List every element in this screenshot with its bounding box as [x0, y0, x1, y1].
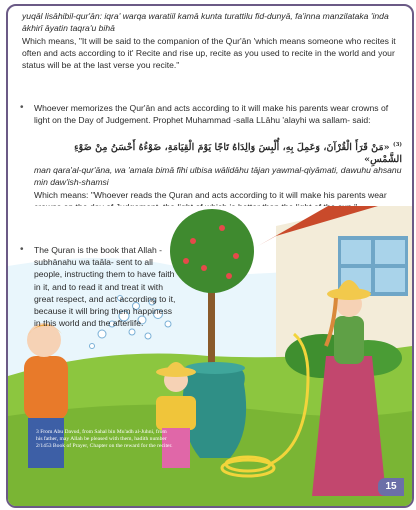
- page-number: 15: [378, 478, 404, 496]
- para2-arabic: [34, 139, 402, 167]
- footnote-ref: (3): [392, 142, 402, 148]
- para2-transliteration: man qara'al-qur'āna, wa 'amala bimā fīhi ulbisa wālidāhu tājan yawmal-qiyāmati, dawuhu ahsanu min daw'ish-shamsi: [34, 165, 402, 188]
- para2-text: Whoever memorizes the Qur'ān and acts according to it will make his parents wear crowns of light on the Day of Judgement. Prophet Muhammad -salla LLāhu 'alayhi wa sallam- said:: [34, 103, 389, 126]
- footnote-text: 3 From Abu Davud, from Sahal bin Mu'adh al-Juhni, from his father, may Allah be pleased with them, hadith number 2/1453 Book of Prayer, Chapter on the reward for the reciter.: [36, 429, 173, 450]
- para1-meaning: Which means, "It will be said to the companion of the Qur'ān 'which means someone who recites it often and acts according to it' Recite and rise up, recite as you used to recite in the world and your status will be at the last verse you recite.": [22, 36, 396, 71]
- para3-text: The Quran is the book that Allah -subhānahu wa taāla- sent to all people, instructing them to have faith in it, and to read it and treat it with great respect, and act according to it, because it will bring them happiness in this world and the afterlife.: [34, 245, 176, 329]
- hadith-arabic: «مَنْ قَرَأَ الْقُرْآنَ، وَعَمِلَ بِهِ، أُلْبِسَ وَالِدَاهُ تَاجًا يَوْمَ الْقِيَامَةِ، ضَوْءُهُ أَحْسَنُ مِنْ ضَوْءِ الشَّمْسِ»: [74, 142, 402, 166]
- para2-meaning: Which means: "Whoever reads the Quran and acts according to it will make his parents wear: [34, 190, 387, 200]
- bullet-icon: •: [20, 102, 24, 113]
- page-frame: [6, 4, 414, 508]
- bullet-icon: •: [20, 244, 24, 255]
- para1-transliteration: yuqāl lisāhibil-qur'ān: iqra' warqa waratiil kamā kunta turattilu fid-dunyā, fa'inna manzilataka 'inda ākhirī āyatin taqra'u bihā: [22, 11, 389, 34]
- footnote-box: [36, 429, 174, 451]
